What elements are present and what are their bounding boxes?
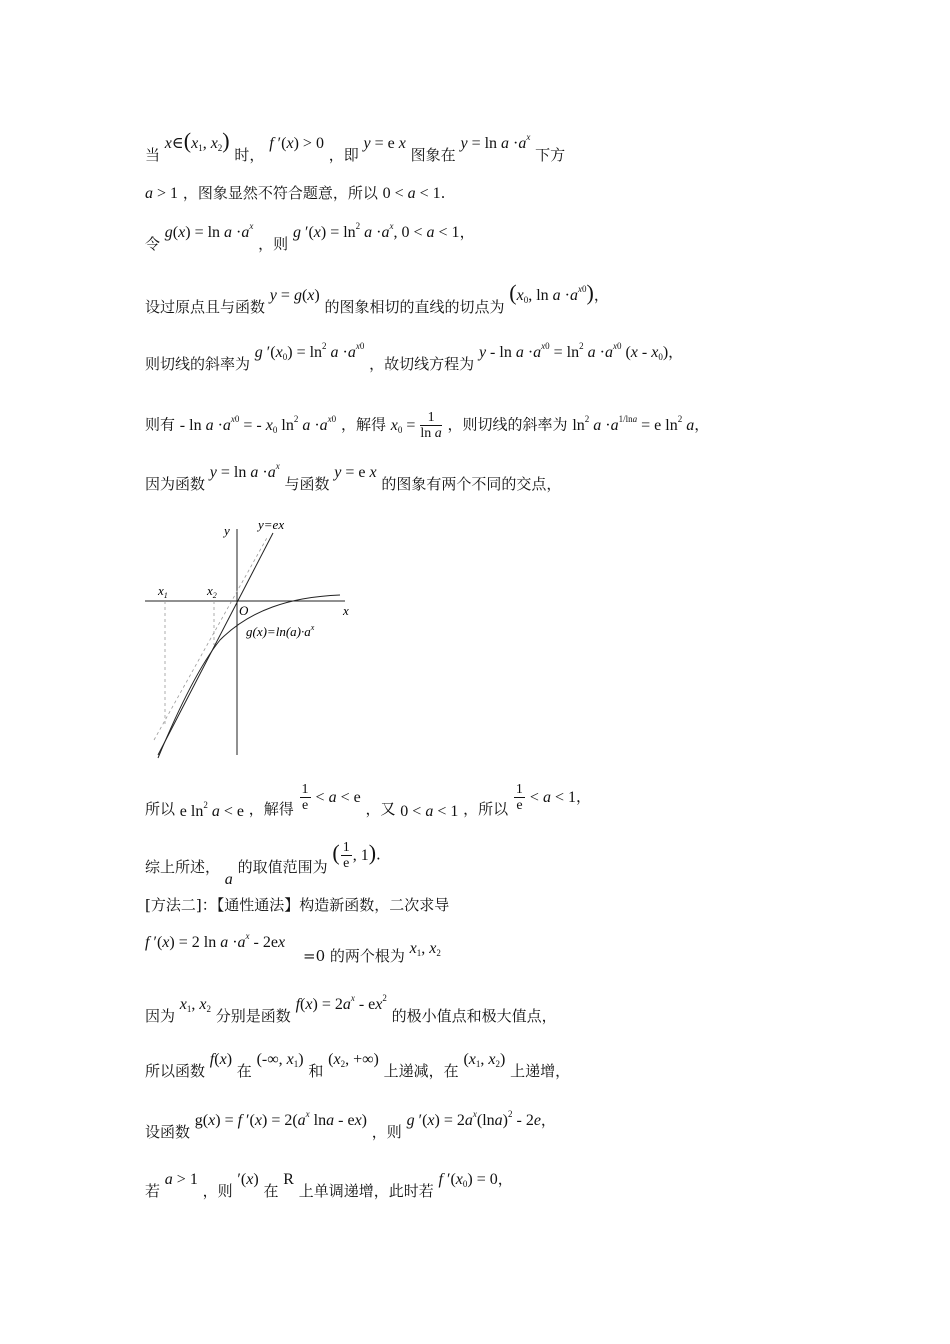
text-line-2: a > 1 ，图象显然不符合题意，所以 0 < a < 1.	[145, 184, 446, 202]
text-segment: ，故切线方程为	[369, 355, 475, 373]
text-segment: ，又	[365, 799, 396, 818]
text-line-11: f ′(x) = 2 $\ln a \cdot a^x - 2ex$ =0 的两个根为 $x_1$, $x_2$	[145, 931, 441, 965]
x2-label: x	[207, 583, 213, 598]
text-segment: 的取值范围为	[237, 857, 328, 876]
text-segment: 若	[145, 1182, 161, 1200]
svg-text:g(x)=ln(a)·ax	[246, 623, 315, 639]
text-segment: 在	[236, 1062, 252, 1080]
text-segment: 上递减，在	[383, 1062, 459, 1080]
origin-label: O	[239, 603, 249, 618]
text-segment: 下方	[535, 146, 566, 164]
text-segment: 和	[308, 1062, 324, 1080]
text-segment: 的极小值点和极大值点，	[391, 1007, 557, 1025]
text-segment: ，所以	[463, 799, 509, 818]
text-segment: ，则	[371, 1123, 402, 1141]
text-segment: 因为函数	[145, 475, 206, 493]
x2-sub: 2	[212, 591, 217, 600]
text-line-5: 则切线的斜率为 g $'(x_0) = \ln^2 a \cdot a^{x0}$ ，故切线方程为 $y - \ln a \cdot a^{x0} = \ln^2 a \cdot a^{x0}$ $(x - x_0)$，	[145, 341, 684, 373]
text-segment: 的图象相切的直线的切点为	[324, 298, 505, 316]
text-segment: 令	[145, 235, 161, 253]
text-segment: 上单调递增，此时若	[298, 1182, 434, 1200]
text-segment: ，图象显然不符合题意，所以	[182, 184, 378, 202]
text-segment: ，即	[328, 146, 359, 164]
text-line-1: 当 $x\in(x_1$, $x_2$) 时， f ′(x) > 0 ，即 y = e x 图象在 $y = \ln a \cdot a^x$ 下方	[145, 128, 566, 164]
y-axis-label: y	[224, 523, 230, 538]
text-segment: 所以函数	[145, 1062, 206, 1080]
text-line-4: 设过原点且与函数 y = g(x) 的图象相切的直线的切点为 ($x_0$, $\ln a \cdot a^{x0}$)，	[145, 280, 609, 316]
text-segment: ，解得	[340, 415, 386, 434]
text-segment: 上递增，	[510, 1062, 571, 1080]
text-segment: ，则	[258, 235, 289, 253]
text-segment: 分别是函数	[215, 1007, 291, 1025]
text-segment: 综上所述，	[145, 857, 221, 876]
text-segment: 图象在	[410, 146, 456, 164]
text-line-10	[145, 898, 449, 913]
text-line-8: 所以 e $\ln^2 a < e$ ，解得 $\frac{1}{e}$ < a < e ，又 0 < a < 1 ，所以 $\frac{1}{e}$ < a < 1，	[145, 782, 591, 820]
curve-label-sup: x	[310, 623, 315, 632]
text-line-9: 综上所述， a 的取值范围为 ( $\frac{1}{e}$ , 1).	[145, 839, 381, 888]
text-segment: 设过原点且与函数	[145, 298, 266, 316]
text-segment: 则切线的斜率为	[145, 355, 251, 373]
text-segment: =0 的两个根为	[303, 947, 405, 965]
text-line-7: 因为函数 $y = \ln a \cdot a^x$ 与函数 y = e x 的图象有两个不同的交点，	[145, 461, 562, 493]
text-segment: 的图象有两个不同的交点，	[381, 475, 562, 493]
line-label: y=ex	[258, 517, 285, 532]
text-segment: ，则	[202, 1182, 233, 1200]
text-segment: ，解得	[248, 799, 294, 818]
text-line-12: 因为 $x_1$, $x_2$ 分别是函数 $f(x) = 2a^x - ex^2$ 的极小值点和极大值点，	[145, 993, 557, 1025]
svg-text:x1	[157, 583, 168, 600]
text-line-14: 设函数 g(x) = f $'(x) = 2(a^x$ lna - ex) ，则 g $'(x) = 2a^x(\ln a)^2 - 2e$，	[145, 1109, 556, 1141]
text-segment: 因为	[145, 1007, 176, 1025]
text-segment: 所以	[145, 799, 176, 818]
svg-text:x2	[206, 583, 217, 600]
text-segment: 与函数	[284, 475, 330, 493]
text-segment: 当	[145, 146, 161, 164]
x1-label: x	[158, 583, 164, 598]
text-segment: 时，	[234, 146, 265, 164]
text-segment: ，则切线的斜率为	[447, 415, 568, 434]
text-line-6: 则有 - $\ln a \cdot a^{x0}$ = - $x_0$ $\ln^2 a \cdot a^{x0}$ ，解得 $x_0$ = $\frac{1}{\text{ln a}}$ ，则切线的斜率为 $\ln^2 a \cdot a^{1/lna} = e$ $\ln^2 a$，	[145, 410, 710, 442]
text-line-15: 若 a > 1 ，则 ′(x) 在 R 上单调递增，此时若 f $'(x_0) = 0$，	[145, 1170, 513, 1200]
text-line-3: 令 $g(x) = \ln a \cdot a^x$ ，则 g $'(x) = \ln^2 a \cdot a^x$, 0 < a < 1，	[145, 221, 475, 253]
text-segment: 设函数	[145, 1123, 191, 1141]
text-line-13: 所以函数 f(x) 在 (-∞, $x_1$) 和 ($x_2$, +∞) 上递减，在 ($x_1$, $x_2$) 上递增，	[145, 1051, 571, 1080]
line-y-ex	[158, 533, 273, 755]
graph-figure	[140, 515, 360, 760]
text-segment: 则有	[145, 415, 176, 434]
curve-label: g(x)=ln(a)·a	[246, 624, 311, 639]
text-segment: [方法二]：【通性通法】构造新函数，二次求导	[145, 896, 450, 914]
x-axis-label: x	[343, 603, 349, 618]
text-segment: 在	[263, 1182, 279, 1200]
x1-sub: 1	[163, 591, 168, 600]
curve-g	[158, 595, 340, 758]
